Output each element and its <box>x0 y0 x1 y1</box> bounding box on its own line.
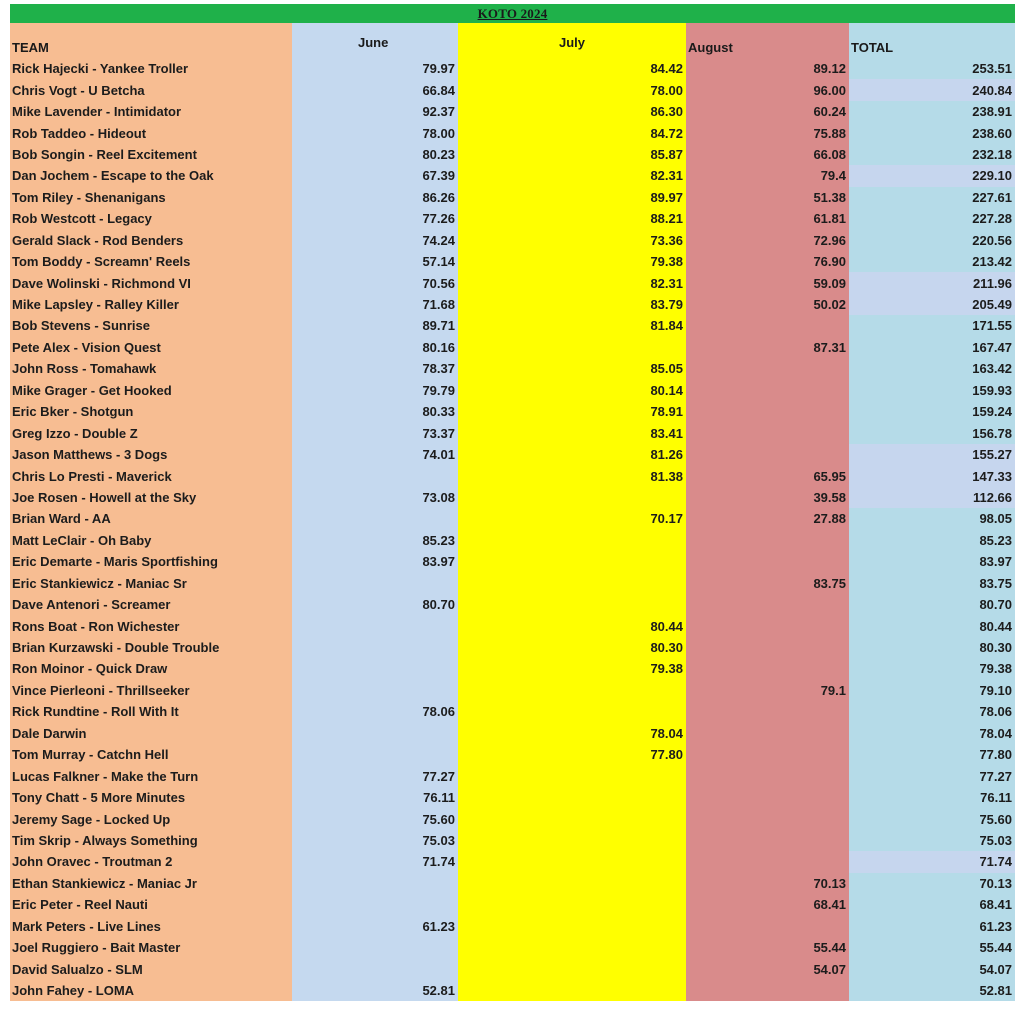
total-cell: 77.27 <box>979 768 1012 784</box>
header-june-label: June <box>358 35 389 50</box>
team-cell: Mike Lavender - Intimidator <box>12 104 182 120</box>
june-cell <box>292 958 458 979</box>
june-cell: 89.71 <box>422 318 455 334</box>
table-body <box>10 58 1015 1001</box>
team-cell: John Oravec - Troutman 2 <box>12 854 173 870</box>
total-cell: 79.38 <box>979 661 1012 677</box>
team-cell: Ron Moinor - Quick Draw <box>12 661 168 677</box>
july-cell: 83.79 <box>650 297 683 313</box>
total-cell: 229.10 <box>849 165 1015 186</box>
august-cell: 50.02 <box>813 297 846 313</box>
july-cell: 82.31 <box>650 168 683 184</box>
total-cell: 78.04 <box>979 725 1012 741</box>
august-cell: 76.90 <box>813 254 846 270</box>
june-cell: 80.33 <box>422 404 455 420</box>
august-cell <box>686 594 849 615</box>
table-row <box>10 315 1015 336</box>
total-cell: 163.42 <box>972 361 1012 377</box>
august-cell: 54.07 <box>813 961 846 977</box>
total-cell: 147.33 <box>849 465 1015 486</box>
august-cell <box>686 380 849 401</box>
header-july-label: July <box>559 35 586 50</box>
august-cell <box>686 744 849 765</box>
july-cell <box>458 594 686 615</box>
total-cell: 68.41 <box>979 897 1012 913</box>
team-cell: Matt LeClair - Oh Baby <box>12 532 152 548</box>
june-cell <box>292 465 458 486</box>
team-cell: Jeremy Sage - Locked Up <box>12 811 171 827</box>
august-cell <box>686 765 849 786</box>
team-cell: Rob Taddeo - Hideout <box>12 125 147 141</box>
june-cell: 79.97 <box>422 61 455 77</box>
july-cell <box>458 701 686 722</box>
team-cell: Rick Rundtine - Roll With It <box>12 704 179 720</box>
june-cell: 77.27 <box>422 768 455 784</box>
july-cell <box>458 873 686 894</box>
team-cell: Tony Chatt - 5 More Minutes <box>12 790 186 806</box>
august-cell: 39.58 <box>813 489 846 505</box>
table-row <box>10 380 1015 401</box>
july-cell: 80.30 <box>650 640 683 656</box>
june-cell: 78.37 <box>422 361 455 377</box>
table-row <box>10 444 1015 465</box>
team-cell: Pete Alex - Vision Quest <box>12 339 161 355</box>
table-row <box>10 422 1015 443</box>
table-row <box>10 658 1015 679</box>
july-cell <box>458 551 686 572</box>
team-cell: Tom Murray - Catchn Hell <box>12 747 169 763</box>
sheet-title: KOTO 2024 <box>477 6 548 21</box>
table-row <box>10 594 1015 615</box>
july-cell: 78.04 <box>650 725 683 741</box>
total-cell: 213.42 <box>972 254 1012 270</box>
june-cell <box>292 637 458 658</box>
total-cell: 232.18 <box>972 146 1012 162</box>
august-cell: 87.31 <box>813 339 846 355</box>
july-cell: 78.00 <box>650 82 683 98</box>
june-cell: 83.97 <box>422 554 455 570</box>
table-row <box>10 787 1015 808</box>
total-cell: 83.97 <box>979 554 1012 570</box>
team-cell: Bob Songin - Reel Excitement <box>12 146 197 162</box>
june-cell: 71.68 <box>422 297 455 313</box>
table-row <box>10 744 1015 765</box>
august-cell: 79.1 <box>820 682 846 698</box>
july-cell <box>458 765 686 786</box>
table-row <box>10 58 1015 79</box>
july-cell: 88.21 <box>650 211 683 227</box>
table-row <box>10 294 1015 315</box>
july-cell: 83.41 <box>650 425 683 441</box>
table-row <box>10 79 1015 100</box>
header-july <box>458 23 686 58</box>
august-cell <box>686 787 849 808</box>
july-cell <box>458 487 686 508</box>
team-cell: Vince Pierleoni - Thrillseeker <box>12 682 190 698</box>
total-cell: 70.13 <box>979 875 1012 891</box>
august-cell <box>686 658 849 679</box>
july-cell: 85.05 <box>650 361 683 377</box>
header-row <box>10 23 1015 58</box>
total-cell: 205.49 <box>849 294 1015 315</box>
table-row <box>10 937 1015 958</box>
june-cell <box>292 573 458 594</box>
june-cell: 79.79 <box>422 382 455 398</box>
july-cell <box>458 980 686 1001</box>
july-cell: 77.80 <box>650 747 683 763</box>
july-cell <box>458 851 686 872</box>
table-row <box>10 615 1015 636</box>
august-cell: 55.44 <box>813 940 846 956</box>
june-cell: 74.24 <box>422 232 455 248</box>
total-cell: 211.96 <box>849 272 1015 293</box>
table-row <box>10 873 1015 894</box>
table-row <box>10 830 1015 851</box>
august-cell <box>686 358 849 379</box>
table-row <box>10 637 1015 658</box>
august-cell: 89.12 <box>813 61 846 77</box>
august-cell: 72.96 <box>813 232 846 248</box>
team-cell: Tim Skrip - Always Something <box>12 832 198 848</box>
june-cell <box>292 658 458 679</box>
table-row <box>10 465 1015 486</box>
table-row <box>10 337 1015 358</box>
table-row <box>10 508 1015 529</box>
june-cell: 73.37 <box>422 425 455 441</box>
total-cell: 75.03 <box>979 832 1012 848</box>
team-cell: Chris Vogt - U Betcha <box>12 82 145 98</box>
july-cell <box>458 530 686 551</box>
table-row <box>10 144 1015 165</box>
team-cell: Tom Boddy - Screamn' Reels <box>12 254 191 270</box>
august-cell: 68.41 <box>813 897 846 913</box>
august-cell: 61.81 <box>813 211 846 227</box>
total-cell: 171.55 <box>972 318 1012 334</box>
july-cell <box>458 894 686 915</box>
august-cell <box>686 851 849 872</box>
table-row <box>10 401 1015 422</box>
june-cell <box>292 615 458 636</box>
june-cell <box>292 723 458 744</box>
total-cell: 159.93 <box>972 382 1012 398</box>
total-cell: 220.56 <box>972 232 1012 248</box>
june-cell: 80.23 <box>422 146 455 162</box>
table-row <box>10 187 1015 208</box>
total-cell: 75.60 <box>979 811 1012 827</box>
july-cell: 81.38 <box>650 468 683 484</box>
team-cell: Brian Ward - AA <box>12 511 111 527</box>
table-row <box>10 851 1015 872</box>
team-cell: Chris Lo Presti - Maverick <box>12 468 172 484</box>
july-cell: 81.26 <box>650 447 683 463</box>
total-cell: 156.78 <box>972 425 1012 441</box>
total-cell: 71.74 <box>849 851 1015 872</box>
june-cell: 85.23 <box>422 532 455 548</box>
team-cell: Mark Peters - Live Lines <box>12 918 161 934</box>
team-cell: Dave Antenori - Screamer <box>12 597 171 613</box>
july-cell <box>458 808 686 829</box>
august-cell <box>686 444 849 465</box>
june-cell: 92.37 <box>422 104 455 120</box>
july-cell: 84.72 <box>650 125 683 141</box>
header-total <box>849 23 1015 58</box>
table-row <box>10 251 1015 272</box>
total-cell: 238.91 <box>972 104 1012 120</box>
august-cell <box>686 530 849 551</box>
team-cell: Brian Kurzawski - Double Trouble <box>12 640 220 656</box>
june-cell <box>292 508 458 529</box>
august-cell <box>686 551 849 572</box>
august-cell <box>686 701 849 722</box>
team-cell: Rons Boat - Ron Wichester <box>12 618 180 634</box>
table-row <box>10 701 1015 722</box>
august-cell <box>686 830 849 851</box>
july-cell: 86.30 <box>650 104 683 120</box>
june-cell: 77.26 <box>422 211 455 227</box>
june-cell: 80.70 <box>422 597 455 613</box>
team-cell: Joe Rosen - Howell at the Sky <box>12 489 197 505</box>
august-cell: 66.08 <box>813 146 846 162</box>
team-cell: Eric Stankiewicz - Maniac Sr <box>12 575 187 591</box>
august-cell: 75.88 <box>813 125 846 141</box>
july-cell <box>458 958 686 979</box>
june-cell: 57.14 <box>422 254 455 270</box>
team-cell: Eric Bker - Shotgun <box>12 404 134 420</box>
team-cell: Dale Darwin <box>12 725 87 741</box>
team-cell: Joel Ruggiero - Bait Master <box>12 940 181 956</box>
table-row <box>10 208 1015 229</box>
june-cell: 78.06 <box>422 704 455 720</box>
august-cell <box>686 615 849 636</box>
total-cell: 112.66 <box>849 487 1015 508</box>
total-cell: 78.06 <box>979 704 1012 720</box>
total-cell: 83.75 <box>979 575 1012 591</box>
team-cell: John Ross - Tomahawk <box>12 361 157 377</box>
team-cell: David Salualzo - SLM <box>12 961 143 977</box>
june-cell: 86.26 <box>422 189 455 205</box>
july-cell <box>458 573 686 594</box>
table-row <box>10 230 1015 251</box>
team-cell: Lucas Falkner - Make the Turn <box>12 768 199 784</box>
header-august-label: August <box>688 40 733 55</box>
team-cell: Mike Lapsley - Ralley Killer <box>12 297 179 313</box>
july-cell <box>458 787 686 808</box>
total-cell: 52.81 <box>979 983 1012 999</box>
team-cell: Eric Demarte - Maris Sportfishing <box>12 554 218 570</box>
june-cell: 71.74 <box>422 854 455 870</box>
team-cell: Gerald Slack - Rod Benders <box>12 232 184 248</box>
june-cell: 52.81 <box>422 983 455 999</box>
table-row <box>10 916 1015 937</box>
header-june <box>292 23 458 58</box>
july-cell <box>458 680 686 701</box>
august-cell: 60.24 <box>813 104 846 120</box>
july-cell: 73.36 <box>650 232 683 248</box>
total-cell: 227.28 <box>972 211 1012 227</box>
total-cell: 54.07 <box>979 961 1012 977</box>
table-row <box>10 680 1015 701</box>
total-cell: 61.23 <box>979 918 1012 934</box>
team-cell: John Fahey - LOMA <box>12 983 135 999</box>
june-cell: 74.01 <box>422 447 455 463</box>
august-cell <box>686 723 849 744</box>
august-cell <box>686 401 849 422</box>
august-cell <box>686 422 849 443</box>
total-cell: 80.30 <box>979 640 1012 656</box>
july-cell: 80.44 <box>650 618 683 634</box>
june-cell: 78.00 <box>422 125 455 141</box>
team-cell: Eric Peter - Reel Nauti <box>12 897 148 913</box>
august-cell <box>686 637 849 658</box>
table-row <box>10 101 1015 122</box>
july-cell: 79.38 <box>650 254 683 270</box>
table-row <box>10 487 1015 508</box>
table-row <box>10 573 1015 594</box>
team-cell: Dave Wolinski - Richmond VI <box>12 275 191 291</box>
july-cell <box>458 337 686 358</box>
team-cell: Mike Grager - Get Hooked <box>12 382 172 398</box>
june-cell: 80.16 <box>422 339 455 355</box>
july-cell: 82.31 <box>650 275 683 291</box>
total-cell: 155.27 <box>849 444 1015 465</box>
table-row <box>10 530 1015 551</box>
june-cell <box>292 873 458 894</box>
total-cell: 55.44 <box>979 940 1012 956</box>
june-cell: 76.11 <box>423 790 455 806</box>
july-cell: 79.38 <box>650 661 683 677</box>
june-cell: 66.84 <box>422 82 455 98</box>
total-cell: 80.44 <box>979 618 1012 634</box>
july-cell: 84.42 <box>650 61 683 77</box>
june-cell <box>292 894 458 915</box>
total-cell: 253.51 <box>972 61 1012 77</box>
july-cell <box>458 937 686 958</box>
total-cell: 77.80 <box>979 747 1012 763</box>
team-cell: Bob Stevens - Sunrise <box>12 318 150 334</box>
august-cell: 83.75 <box>813 575 846 591</box>
table-row <box>10 980 1015 1001</box>
july-cell: 81.84 <box>650 318 683 334</box>
team-cell: Jason Matthews - 3 Dogs <box>12 447 168 463</box>
header-team-label: TEAM <box>12 40 49 55</box>
header-total-label: TOTAL <box>851 40 894 55</box>
table-row <box>10 765 1015 786</box>
total-cell: 167.47 <box>972 339 1012 355</box>
august-cell <box>686 980 849 1001</box>
table-row <box>10 894 1015 915</box>
team-cell: Rick Hajecki - Yankee Troller <box>12 61 189 77</box>
total-cell: 79.10 <box>979 682 1012 698</box>
july-cell: 89.97 <box>650 189 683 205</box>
table-row <box>10 958 1015 979</box>
august-cell: 96.00 <box>813 82 846 98</box>
total-cell: 159.24 <box>972 404 1012 420</box>
august-cell: 59.09 <box>813 275 846 291</box>
table-row <box>10 358 1015 379</box>
july-cell: 85.87 <box>650 146 683 162</box>
table-row <box>10 165 1015 186</box>
august-cell <box>686 916 849 937</box>
july-cell: 80.14 <box>650 382 683 398</box>
july-cell: 70.17 <box>650 511 683 527</box>
august-cell: 27.88 <box>813 511 846 527</box>
header-team <box>10 23 292 58</box>
team-cell: Rob Westcott - Legacy <box>12 211 152 227</box>
august-cell <box>686 808 849 829</box>
august-cell <box>686 315 849 336</box>
june-cell: 75.03 <box>422 832 455 848</box>
total-cell: 76.11 <box>980 790 1012 806</box>
team-cell: Dan Jochem - Escape to the Oak <box>12 168 214 184</box>
june-cell: 70.56 <box>422 275 455 291</box>
table-row <box>10 272 1015 293</box>
title-bar <box>10 4 1015 23</box>
august-cell: 79.4 <box>820 168 846 184</box>
table-row <box>10 122 1015 143</box>
august-cell: 65.95 <box>813 468 846 484</box>
team-cell: Ethan Stankiewicz - Maniac Jr <box>12 875 197 891</box>
total-cell: 227.61 <box>972 189 1012 205</box>
july-cell <box>458 830 686 851</box>
june-cell: 67.39 <box>422 168 455 184</box>
total-cell: 240.84 <box>849 79 1015 100</box>
june-cell: 61.23 <box>422 918 455 934</box>
july-cell: 78.91 <box>650 404 683 420</box>
team-cell: Tom Riley - Shenanigans <box>12 189 166 205</box>
august-cell: 51.38 <box>813 189 846 205</box>
table-row <box>10 723 1015 744</box>
total-cell: 98.05 <box>979 511 1012 527</box>
june-cell <box>292 744 458 765</box>
august-cell: 70.13 <box>813 875 846 891</box>
spreadsheet <box>10 4 1015 999</box>
total-cell: 85.23 <box>979 532 1012 548</box>
header-august <box>686 23 849 58</box>
total-cell: 80.70 <box>979 597 1012 613</box>
team-cell: Greg Izzo - Double Z <box>12 425 138 441</box>
june-cell <box>292 937 458 958</box>
june-cell: 73.08 <box>422 489 455 505</box>
july-cell <box>458 916 686 937</box>
june-cell <box>292 680 458 701</box>
total-cell: 238.60 <box>972 125 1012 141</box>
june-cell: 75.60 <box>422 811 455 827</box>
table-row <box>10 808 1015 829</box>
table-row <box>10 551 1015 572</box>
